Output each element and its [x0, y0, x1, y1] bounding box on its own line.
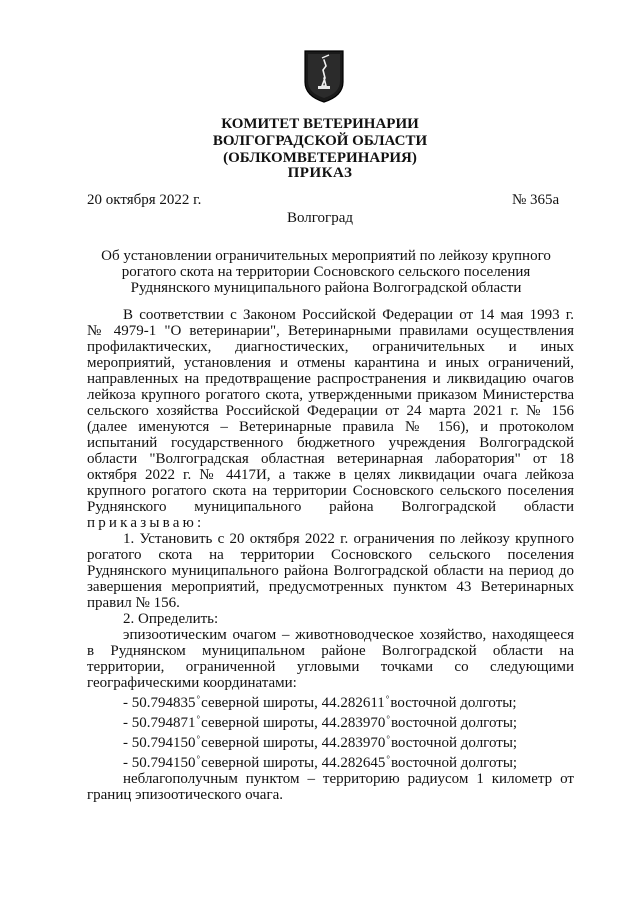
document-type: ПРИКАЗ — [287, 165, 353, 181]
coordinate-longitude: северной широты, 44.283970 — [201, 715, 386, 731]
document-body — [87, 307, 574, 803]
degree-mark: ° — [196, 714, 201, 724]
preamble-line: области "Волгоградская областная ветеринарная лаборатория" от 18 — [87, 451, 574, 467]
coordinate-longitude: северной широты, 44.282611 — [201, 695, 385, 711]
coordinate-suffix: восточной долготы; — [390, 715, 518, 731]
preamble-line: сельского хозяйства Российской Федерации от 24 марта 2021 г. № 156 — [87, 403, 574, 419]
degree-mark: ° — [196, 694, 201, 704]
preamble-line: испытаний государственного бюджетного учреждения Волгоградской — [87, 435, 574, 451]
order-word: приказываю: — [87, 515, 205, 531]
focus-definition-line: эпизоотическим очагом – животноводческое хозяйство, находящееся — [123, 627, 574, 643]
degree-mark: ° — [196, 754, 201, 764]
item-1-line: рогатого скота на территории Сосновского сельского поселения — [87, 547, 574, 563]
degree-mark: ° — [386, 754, 390, 764]
degree-mark: ° — [386, 734, 390, 744]
preamble-line: мероприятий, установления и отмены карантина и иных ограничений, — [87, 355, 574, 371]
org-line-2: ВОЛГОГРАДСКОЙ ОБЛАСТИ — [212, 133, 428, 149]
item-1-line: правил № 156. — [87, 595, 180, 611]
coordinate-latitude: - 50.794150 — [123, 755, 196, 771]
subject-line-3: Руднянского муниципального района Волгоградской области — [130, 280, 522, 296]
preamble-line: крупного рогатого скота на территории Сосновского сельского поселения — [87, 483, 574, 499]
preamble-line: лейкоза крупного рогатого скота, утвержденными приказом Министерства — [87, 387, 574, 403]
item-1-line: 1. Установить с 20 октября 2022 г. ограничения по лейкозу крупного — [123, 531, 574, 547]
coordinate-row — [87, 731, 574, 751]
preamble-line: направленных на предотвращение распространения и ликвидацию очагов — [87, 371, 574, 387]
item-2-title: 2. Определить: — [123, 611, 219, 627]
coordinate-latitude: - 50.794835 — [123, 695, 196, 711]
coat-of-arms-icon — [302, 48, 346, 104]
focus-definition-line: географическими координатами: — [87, 675, 297, 691]
item-1-line: завершения мероприятий, предусмотренных пунктом 43 Ветеринарных — [87, 579, 574, 595]
coordinate-longitude: северной широты, 44.282645 — [201, 755, 386, 771]
coordinate-suffix: восточной долготы; — [390, 735, 518, 751]
preamble-line: октября 2022 г. № 4417И, а также в целях ликвидации очага лейкоза — [87, 467, 574, 483]
document-subject — [100, 248, 552, 296]
coordinate-suffix: восточной долготы; — [390, 755, 518, 771]
subject-line-2: рогатого скота на территории Сосновского сельского поселения — [121, 264, 531, 280]
coordinate-latitude: - 50.794871 — [123, 715, 196, 731]
org-line-1: КОМИТЕТ ВЕТЕРИНАРИИ — [221, 116, 419, 132]
unsafe-point-line: неблагополучным пунктом – территорию радиусом 1 километр от — [123, 771, 574, 787]
focus-definition-line: в Руднянском муниципальном районе Волгоградской области на — [87, 643, 574, 659]
subject-line-1: Об установлении ограничительных мероприятий по лейкозу крупного — [101, 248, 551, 264]
unsafe-point-line: границ эпизоотического очага. — [87, 787, 284, 803]
coordinate-row — [87, 711, 574, 731]
preamble-line: Руднянского муниципального района Волгоградской области — [87, 499, 574, 515]
preamble-line: (далее именуются – Ветеринарные правила № 156), и протоколом — [87, 419, 574, 435]
item-1-line: Руднянского муниципального района Волгоградской области на период до — [87, 563, 574, 579]
org-line-3: (ОБЛКОМВЕТЕРИНАРИЯ) — [223, 150, 417, 166]
degree-mark: ° — [196, 734, 201, 744]
organization-name — [0, 116, 640, 167]
document-date: 20 октября 2022 г. — [87, 192, 202, 208]
document-city: Волгоград — [286, 210, 353, 226]
preamble-line: № 4979-1 "О ветеринарии", Ветеринарными правилами осуществления — [87, 323, 574, 339]
preamble-line: профилактических, диагностических, ограничительных и иных — [87, 339, 574, 355]
degree-mark: ° — [385, 694, 390, 704]
coordinate-suffix: восточной долготы; — [390, 695, 517, 711]
document-number: № 365а — [512, 192, 560, 208]
coordinate-row — [87, 691, 574, 711]
focus-definition-line: территории, ограниченной угловыми точками со следующими — [87, 659, 574, 675]
preamble-line: В соответствии с Законом Российской Федерации от 14 мая 1993 г. — [123, 307, 574, 323]
coordinate-latitude: - 50.794150 — [123, 735, 196, 751]
degree-mark: ° — [386, 714, 390, 724]
coordinate-row — [87, 751, 574, 771]
coordinate-longitude: северной широты, 44.283970 — [201, 735, 386, 751]
